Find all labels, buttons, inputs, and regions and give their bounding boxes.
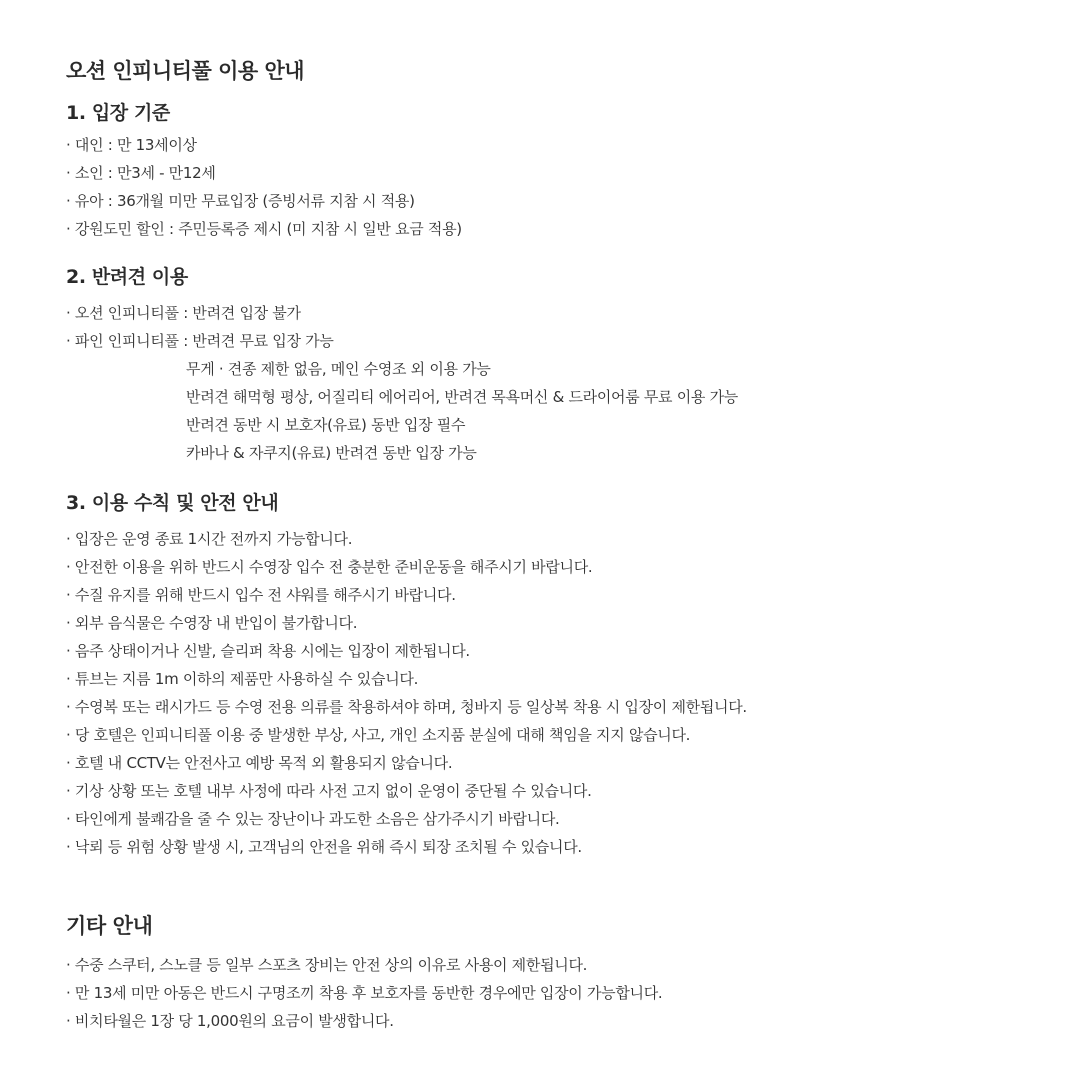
list-item: · 낙뢰 등 위험 상황 발생 시, 고객님의 안전을 위해 즉시 퇴장 조치될 수 있습니다. [66, 838, 582, 856]
list-sub-item: 반려견 동반 시 보호자(유료) 동반 입장 필수 [186, 416, 466, 434]
list-item: · 파인 인피니티풀 : 반려견 무료 입장 가능 [66, 332, 334, 350]
entry-criteria-list [66, 131, 1046, 243]
list-item: · 튜브는 지름 1m 이하의 제품만 사용하실 수 있습니다. [66, 670, 419, 688]
list-item: · 수질 유지를 위해 반드시 입수 전 샤워를 해주시기 바랍니다. [66, 586, 456, 604]
list-item: · 오션 인피니티풀 : 반려견 입장 불가 [66, 304, 301, 322]
list-item: · 호텔 내 CCTV는 안전사고 예방 목적 외 활용되지 않습니다. [66, 754, 453, 772]
etc-list [66, 951, 1046, 1035]
rules-safety-list [66, 525, 1046, 861]
list-item: · 유아 : 36개월 미만 무료입장 (증빙서류 지참 시 적용) [66, 192, 415, 210]
list-item: · 당 호텔은 인피니티풀 이용 중 발생한 부상, 사고, 개인 소지품 분실에 대해 책임을 지지 않습니다. [66, 726, 691, 744]
list-item: · 입장은 운영 종료 1시간 전까지 가능합니다. [66, 530, 353, 548]
section-pet-heading: 2. 반려견 이용 [66, 266, 188, 288]
list-item: · 비치타월은 1장 당 1,000원의 요금이 발생합니다. [66, 1012, 394, 1030]
list-item: · 타인에게 불쾌감을 줄 수 있는 장난이나 과도한 소음은 삼가주시기 바랍니다. [66, 810, 560, 828]
list-item: · 수영복 또는 래시가드 등 수영 전용 의류를 착용하셔야 하며, 청바지 등 일상복 착용 시 입장이 제한됩니다. [66, 698, 747, 716]
pool-guide-document [66, 56, 1046, 1035]
list-item: · 만 13세 미만 아동은 반드시 구명조끼 착용 후 보호자를 동반한 경우에만 입장이 가능합니다. [66, 984, 663, 1002]
list-item: · 외부 음식물은 수영장 내 반입이 불가합니다. [66, 614, 358, 632]
section-entry-criteria-heading: 1. 입장 기준 [66, 102, 170, 124]
pet-policy-list [66, 299, 1046, 467]
list-item: · 음주 상태이거나 신발, 슬리퍼 착용 시에는 입장이 제한됩니다. [66, 642, 470, 660]
list-sub-item: 반려견 해먹형 평상, 어질리티 에어리어, 반려견 목욕머신 & 드라이어룸 무료 이용 가능 [186, 388, 738, 406]
list-item: · 안전한 이용을 위하 반드시 수영장 입수 전 충분한 준비운동을 해주시기 바랍니다. [66, 558, 593, 576]
list-item: · 기상 상황 또는 호텔 내부 사정에 따라 사전 고지 없이 운영이 중단될 수 있습니다. [66, 782, 592, 800]
list-sub-item: 카바나 & 자쿠지(유료) 반려견 동반 입장 가능 [186, 444, 477, 462]
list-item: · 대인 : 만 13세이상 [66, 136, 197, 154]
section-rules-safety-heading: 3. 이용 수칙 및 안전 안내 [66, 492, 279, 514]
list-item: · 수중 스쿠터, 스노클 등 일부 스포츠 장비는 안전 상의 이유로 사용이 제한됩니다. [66, 956, 588, 974]
page-title: 오션 인피니티풀 이용 안내 [66, 59, 305, 83]
list-item: · 소인 : 만3세 - 만12세 [66, 164, 216, 182]
list-item: · 강원도민 할인 : 주민등록증 제시 (미 지참 시 일반 요금 적용) [66, 220, 462, 238]
section-etc-heading: 기타 안내 [66, 914, 153, 938]
list-sub-item: 무게 · 견종 제한 없음, 메인 수영조 외 이용 가능 [186, 360, 491, 378]
